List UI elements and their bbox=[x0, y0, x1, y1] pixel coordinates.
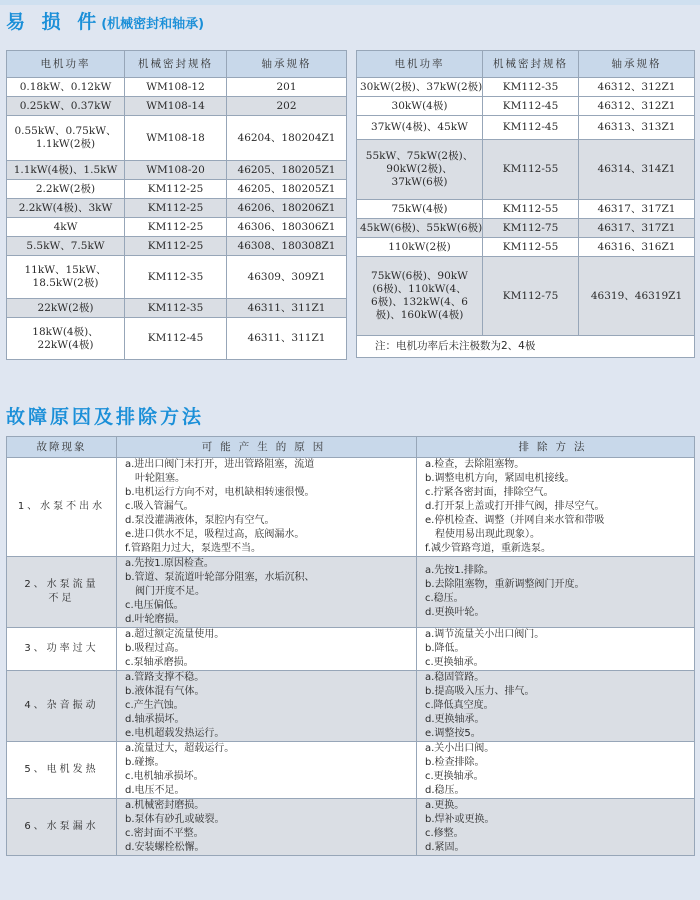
cell-line: d.更换轴承。 bbox=[425, 714, 485, 725]
cell-mech-seal: KM112-35 bbox=[483, 78, 579, 97]
cell-line: 1.1kW(2极) bbox=[35, 138, 96, 150]
cell-motor-power bbox=[7, 218, 125, 237]
cell-bearing: 201 bbox=[227, 78, 347, 97]
cell-bearing: 46206、180206Z1 bbox=[227, 199, 347, 218]
cell-mech-seal: WM108-20 bbox=[125, 161, 227, 180]
header-remedies: 排除方法 bbox=[417, 437, 695, 458]
cell-line: 18kW(4极)、 bbox=[32, 325, 99, 338]
table-header-row bbox=[7, 51, 347, 78]
cell-mech-seal: KM112-45 bbox=[483, 97, 579, 116]
cell-line: b.管道、泵流道叶轮部分阻塞，水垢沉积、 bbox=[125, 572, 315, 583]
cell-mech-seal: KM112-75 bbox=[483, 257, 579, 336]
cell-motor-power bbox=[7, 199, 125, 218]
cell-phenomenon bbox=[7, 671, 117, 742]
cell-line: d.电压不足。 bbox=[125, 785, 185, 796]
cell-line: 2.2kW(2极) bbox=[35, 182, 96, 195]
cell-line: a.先按1.原因检查。 bbox=[125, 558, 214, 569]
cell-bearing: 46317、317Z1 bbox=[579, 219, 695, 238]
cell-line: 1.1kW(4极)、1.5kW bbox=[13, 163, 118, 176]
table-row bbox=[357, 257, 695, 336]
cell-line: 4、杂音振动 bbox=[24, 700, 99, 711]
cell-line: c.电机轴承损坏。 bbox=[125, 771, 204, 782]
cell-line: 22kW(2极) bbox=[37, 301, 94, 314]
cell-line: d.打开泵上盖或打开排气阀，排尽空气。 bbox=[425, 501, 605, 512]
cell-motor-power bbox=[7, 97, 125, 116]
cell-bearing: 46316、316Z1 bbox=[579, 238, 695, 257]
cell-bearing: 46311、311Z1 bbox=[227, 299, 347, 318]
cell-bearing: 46205、180205Z1 bbox=[227, 180, 347, 199]
cell-line: 6、水泵漏水 bbox=[24, 821, 99, 832]
cell-line: (6极)、110kW(4、 bbox=[372, 283, 467, 295]
table-row bbox=[7, 199, 347, 218]
cell-line: 不足 bbox=[48, 593, 75, 604]
spare-parts-title-sub: (机械密封和轴承) bbox=[101, 17, 205, 32]
cell-line: b.检查排除。 bbox=[425, 757, 485, 768]
cell-mech-seal: KM112-25 bbox=[125, 237, 227, 256]
cell-line: c.更换轴承。 bbox=[425, 771, 484, 782]
cell-line: 4kW bbox=[53, 220, 78, 233]
fault-row bbox=[7, 458, 695, 557]
table-header-row bbox=[357, 51, 695, 78]
cell-motor-power bbox=[357, 116, 483, 140]
cell-motor-power bbox=[7, 318, 125, 360]
cell-line: 3、功率过大 bbox=[24, 643, 99, 654]
cell-line: b.液体混有气体。 bbox=[125, 686, 205, 697]
header-motor-power: 电机功率 bbox=[357, 51, 483, 78]
cell-phenomenon bbox=[7, 799, 117, 856]
cell-line: c.稳压。 bbox=[425, 593, 464, 604]
cell-line: a.先按1.排除。 bbox=[425, 565, 494, 576]
cell-line: b.碰擦。 bbox=[125, 757, 165, 768]
cell-line: a.关小出口阀。 bbox=[425, 743, 495, 754]
cell-line: c.产生汽蚀。 bbox=[125, 700, 184, 711]
cell-line: d.稳压。 bbox=[425, 785, 465, 796]
cell-motor-power bbox=[7, 78, 125, 97]
cell-bearing: 46314、314Z1 bbox=[579, 140, 695, 200]
spare-parts-table-left bbox=[6, 50, 347, 360]
cell-motor-power bbox=[7, 299, 125, 318]
cell-bearing: 46319、46319Z1 bbox=[579, 257, 695, 336]
cell-mech-seal: KM112-55 bbox=[483, 140, 579, 200]
cell-line: d.更换叶轮。 bbox=[425, 607, 485, 618]
cell-line: c.降低真空度。 bbox=[425, 700, 494, 711]
spare-parts-title-main: 易 损 件 bbox=[6, 11, 102, 33]
cell-bearing: 46312、312Z1 bbox=[579, 97, 695, 116]
header-bearing: 轴承规格 bbox=[579, 51, 695, 78]
cell-mech-seal: WM108-18 bbox=[125, 116, 227, 161]
cell-motor-power bbox=[357, 257, 483, 336]
cell-bearing: 46308、180308Z1 bbox=[227, 237, 347, 256]
table-row bbox=[7, 256, 347, 299]
cell-line: 110kW(2极) bbox=[388, 240, 451, 253]
cell-line: 2、水泵流量 bbox=[24, 579, 99, 590]
cell-line: 30kW(2极)、37kW(2极) bbox=[360, 80, 483, 93]
cell-bearing: 46312、312Z1 bbox=[579, 78, 695, 97]
cell-line: 0.18kW、0.12kW bbox=[19, 80, 112, 93]
cell-line: 30kW(4极) bbox=[391, 99, 448, 112]
cell-mech-seal: KM112-25 bbox=[125, 180, 227, 199]
cell-motor-power bbox=[357, 140, 483, 200]
cell-causes bbox=[117, 458, 417, 557]
cell-line: b.调整电机方向，紧固电机接线。 bbox=[425, 473, 575, 484]
cell-line: d.泵没灌满液体，泵腔内有空气。 bbox=[125, 515, 275, 526]
cell-mech-seal: KM112-75 bbox=[483, 219, 579, 238]
spare-parts-title bbox=[6, 7, 204, 34]
cell-line: a.稳固管路。 bbox=[425, 672, 485, 683]
cell-line: 0.55kW、0.75kW、 bbox=[14, 125, 117, 137]
header-mech-seal: 机械密封规格 bbox=[483, 51, 579, 78]
cell-line: b.降低。 bbox=[425, 643, 465, 654]
cell-bearing: 202 bbox=[227, 97, 347, 116]
cell-bearing: 46313、313Z1 bbox=[579, 116, 695, 140]
cell-mech-seal: KM112-45 bbox=[483, 116, 579, 140]
table-row bbox=[357, 116, 695, 140]
cell-mech-seal: KM112-25 bbox=[125, 218, 227, 237]
cell-line: b.去除阻塞物，重新调整阀门开度。 bbox=[425, 579, 585, 590]
table-header-row bbox=[7, 437, 695, 458]
cell-causes bbox=[117, 671, 417, 742]
cell-line: d.轴承损坏。 bbox=[125, 714, 185, 725]
cell-line: c.更换轴承。 bbox=[425, 657, 484, 668]
cell-phenomenon bbox=[7, 628, 117, 671]
cell-line: a.超过额定流量使用。 bbox=[125, 629, 225, 640]
cell-motor-power bbox=[357, 78, 483, 97]
cell-line: c.泵轴承磨损。 bbox=[125, 657, 194, 668]
cell-line: 37kW(6极) bbox=[391, 176, 448, 188]
cell-bearing: 46306、180306Z1 bbox=[227, 218, 347, 237]
cell-line: a.管路支撑不稳。 bbox=[125, 672, 205, 683]
cell-motor-power bbox=[7, 256, 125, 299]
cell-mech-seal: KM112-25 bbox=[125, 199, 227, 218]
cell-causes bbox=[117, 628, 417, 671]
cell-remedies bbox=[417, 458, 695, 557]
cell-line: c.密封面不平整。 bbox=[125, 828, 204, 839]
cell-line: a.流量过大，超载运行。 bbox=[125, 743, 235, 754]
cell-bearing: 46205、180205Z1 bbox=[227, 161, 347, 180]
table-row bbox=[357, 140, 695, 200]
table-row bbox=[7, 237, 347, 256]
fault-row bbox=[7, 742, 695, 799]
header-motor-power: 电机功率 bbox=[7, 51, 125, 78]
table-row bbox=[357, 219, 695, 238]
cell-remedies bbox=[417, 671, 695, 742]
cell-line: a.调节流量关小出口阀门。 bbox=[425, 629, 545, 640]
spare-parts-table-right bbox=[356, 50, 695, 358]
cell-line: a.更换。 bbox=[425, 800, 465, 811]
cell-line: 22kW(4极) bbox=[37, 338, 94, 351]
cell-line: 55kW、75kW(2极)、 bbox=[365, 150, 474, 162]
cell-mech-seal: KM112-35 bbox=[125, 299, 227, 318]
cell-line: b.提高吸入压力、排气。 bbox=[425, 686, 535, 697]
table-row bbox=[7, 218, 347, 237]
cell-line: b.焊补或更换。 bbox=[425, 814, 495, 825]
cell-line: 75kW(6极)、90kW bbox=[371, 270, 468, 282]
cell-mech-seal: KM112-35 bbox=[125, 256, 227, 299]
cell-line: c.电压偏低。 bbox=[125, 600, 184, 611]
header-mech-seal: 机械密封规格 bbox=[125, 51, 227, 78]
fault-row bbox=[7, 671, 695, 742]
top-strip bbox=[0, 0, 700, 5]
cell-line: d.紧固。 bbox=[425, 842, 465, 853]
cell-line: c.拧紧各密封面，排除空气。 bbox=[425, 487, 554, 498]
cell-line: f.管路阻力过大，泵选型不当。 bbox=[125, 543, 261, 554]
cell-line: e.电机超载发热运行。 bbox=[125, 728, 225, 739]
troubleshooting-title-text: 故障原因及排除方法 bbox=[6, 406, 205, 428]
cell-line: 75kW(4极) bbox=[391, 202, 448, 215]
table-row bbox=[7, 318, 347, 360]
cell-line: 阀门开度不足。 bbox=[125, 586, 205, 597]
cell-motor-power bbox=[357, 200, 483, 219]
fault-row bbox=[7, 799, 695, 856]
cell-motor-power bbox=[7, 237, 125, 256]
note-text: 注：电机功率后未注极数为2、4极 bbox=[357, 336, 695, 358]
cell-phenomenon bbox=[7, 742, 117, 799]
cell-line: 37kW(4极)、45kW bbox=[371, 121, 468, 133]
table-row bbox=[357, 200, 695, 219]
cell-bearing: 46204、180204Z1 bbox=[227, 116, 347, 161]
header-bearing: 轴承规格 bbox=[227, 51, 347, 78]
cell-mech-seal: KM112-45 bbox=[125, 318, 227, 360]
table-row bbox=[357, 97, 695, 116]
cell-line: c.修整。 bbox=[425, 828, 464, 839]
cell-line: a.机械密封磨损。 bbox=[125, 800, 205, 811]
cell-mech-seal: KM112-55 bbox=[483, 238, 579, 257]
cell-line: 程使用易出现此现象）。 bbox=[425, 529, 540, 540]
cell-line: e.停机检查、调整（并网自来水管和带吸 bbox=[425, 515, 605, 526]
cell-remedies bbox=[417, 628, 695, 671]
table-row bbox=[7, 116, 347, 161]
cell-mech-seal: WM108-14 bbox=[125, 97, 227, 116]
troubleshooting-title bbox=[6, 402, 204, 429]
troubleshooting-table bbox=[6, 436, 695, 856]
table-row bbox=[7, 161, 347, 180]
cell-motor-power bbox=[357, 238, 483, 257]
cell-motor-power bbox=[357, 219, 483, 238]
cell-line: 11kW、15kW、 bbox=[24, 264, 107, 276]
cell-line: 90kW(2极)、 bbox=[386, 163, 453, 175]
cell-line: d.安装螺栓松懈。 bbox=[125, 842, 205, 853]
table-row bbox=[7, 180, 347, 199]
table-row bbox=[357, 238, 695, 257]
table-row bbox=[7, 97, 347, 116]
cell-line: 6极)、132kW(4、6 bbox=[371, 296, 468, 308]
cell-line: 18.5kW(2极) bbox=[32, 277, 99, 289]
cell-causes bbox=[117, 799, 417, 856]
cell-line: f.减少管路弯道，重新选泵。 bbox=[425, 543, 551, 554]
cell-line: b.泵体有砂孔或破裂。 bbox=[125, 814, 225, 825]
cell-phenomenon bbox=[7, 458, 117, 557]
cell-bearing: 46311、311Z1 bbox=[227, 318, 347, 360]
header-phenomenon: 故障现象 bbox=[7, 437, 117, 458]
table-row bbox=[357, 78, 695, 97]
cell-motor-power bbox=[7, 116, 125, 161]
note-row bbox=[357, 336, 695, 358]
cell-causes bbox=[117, 557, 417, 628]
cell-line: e.调整按5。 bbox=[425, 728, 481, 739]
cell-mech-seal: KM112-55 bbox=[483, 200, 579, 219]
cell-line: c.吸入管漏气。 bbox=[125, 501, 194, 512]
cell-motor-power bbox=[7, 180, 125, 199]
cell-line: 5.5kW、7.5kW bbox=[26, 239, 105, 252]
cell-remedies bbox=[417, 557, 695, 628]
fault-row bbox=[7, 628, 695, 671]
cell-remedies bbox=[417, 799, 695, 856]
cell-bearing: 46317、317Z1 bbox=[579, 200, 695, 219]
cell-causes bbox=[117, 742, 417, 799]
fault-row bbox=[7, 557, 695, 628]
cell-line: 5、电机发热 bbox=[24, 764, 99, 775]
cell-line: 0.25kW、0.37kW bbox=[19, 99, 112, 112]
cell-line: d.叶轮磨损。 bbox=[125, 614, 185, 625]
cell-line: b.吸程过高。 bbox=[125, 643, 185, 654]
cell-line: 叶轮阻塞。 bbox=[125, 473, 185, 484]
cell-line: 45kW(6极)、55kW(6极) bbox=[360, 221, 483, 234]
cell-line: 2.2kW(4极)、3kW bbox=[18, 201, 113, 214]
cell-remedies bbox=[417, 742, 695, 799]
cell-line: 极)、160kW(4极) bbox=[375, 309, 464, 321]
cell-motor-power bbox=[357, 97, 483, 116]
table-row bbox=[7, 299, 347, 318]
cell-line: e.进口供水不足，吸程过高，底阀漏水。 bbox=[125, 529, 305, 540]
cell-phenomenon bbox=[7, 557, 117, 628]
header-causes: 可能产生的原因 bbox=[117, 437, 417, 458]
cell-line: 1、水泵不出水 bbox=[17, 501, 106, 512]
cell-line: b.电机运行方向不对，电机缺相转速很慢。 bbox=[125, 487, 315, 498]
cell-line: a.进出口阀门未打开，进出管路阻塞，流道 bbox=[125, 459, 315, 470]
cell-mech-seal: WM108-12 bbox=[125, 78, 227, 97]
table-row bbox=[7, 78, 347, 97]
cell-line: a.检查，去除阻塞物。 bbox=[425, 459, 525, 470]
cell-bearing: 46309、309Z1 bbox=[227, 256, 347, 299]
cell-motor-power bbox=[7, 161, 125, 180]
